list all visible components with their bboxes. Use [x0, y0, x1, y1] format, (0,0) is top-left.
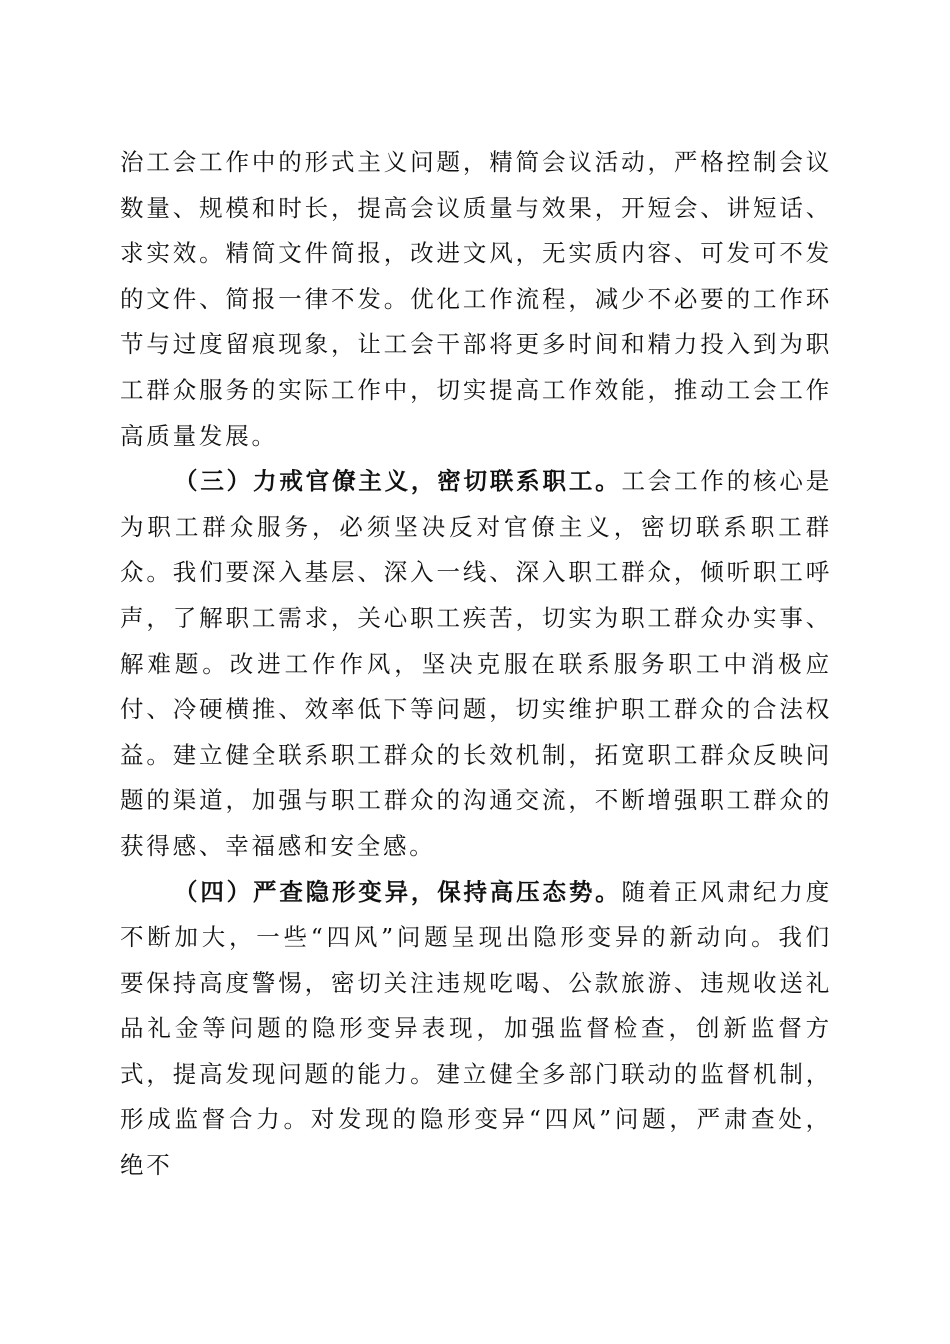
- paragraph-section-three: [120, 459, 832, 869]
- document-body: [120, 140, 832, 1189]
- paragraph-text: 工会工作的核心是为职工群众服务，必须坚决反对官僚主义，密切联系职工群众。我们要深入基层、深入一线、深入职工群众，倾听职工呼声，了解职工需求，关心职工疾苦，切实为职工群众办实事、解难题。改进工作作风，坚决克服在联系服务职工中消极应付、冷硬横推、效率低下等问题，切实维护职工群众的合法权益。建立健全联系职工群众的长效机制，拓宽职工群众反映问题的渠道，加强与职工群众的沟通交流，不断增强职工群众的获得感、幸福感和安全感。: [120, 467, 832, 860]
- section-four-heading: （四）严查隐形变异，保持高压态势。: [174, 877, 622, 906]
- paragraph-text: 治工会工作中的形式主义问题，精简会议活动，严格控制会议数量、规模和时长，提高会议质量与效果，开短会、讲短话、求实效。精简文件简报，改进文风，无实质内容、可发可不发的文件、简报一律不发。优化工作流程，减少不必要的工作环节与过度留痕现象，让工会干部将更多时间和精力投入到为职工群众服务的实际工作中，切实提高工作效能，推动工会工作高质量发展。: [120, 148, 832, 450]
- paragraph-text: 随着正风肃纪力度不断加大，一些“四风”问题呈现出隐形变异的新动向。我们要保持高度警惕，密切关注违规吃喝、公款旅游、违规收送礼品礼金等问题的隐形变异表现，加强监督检查，创新监督方式，提高发现问题的能力。建立健全多部门联动的监督机制，形成监督合力。对发现的隐形变异“四风”问题，严肃查处，绝不: [120, 877, 832, 1180]
- paragraph-continuation: [120, 140, 832, 459]
- section-three-heading: （三）力戒官僚主义，密切联系职工。: [174, 467, 622, 496]
- paragraph-section-four: [120, 870, 832, 1189]
